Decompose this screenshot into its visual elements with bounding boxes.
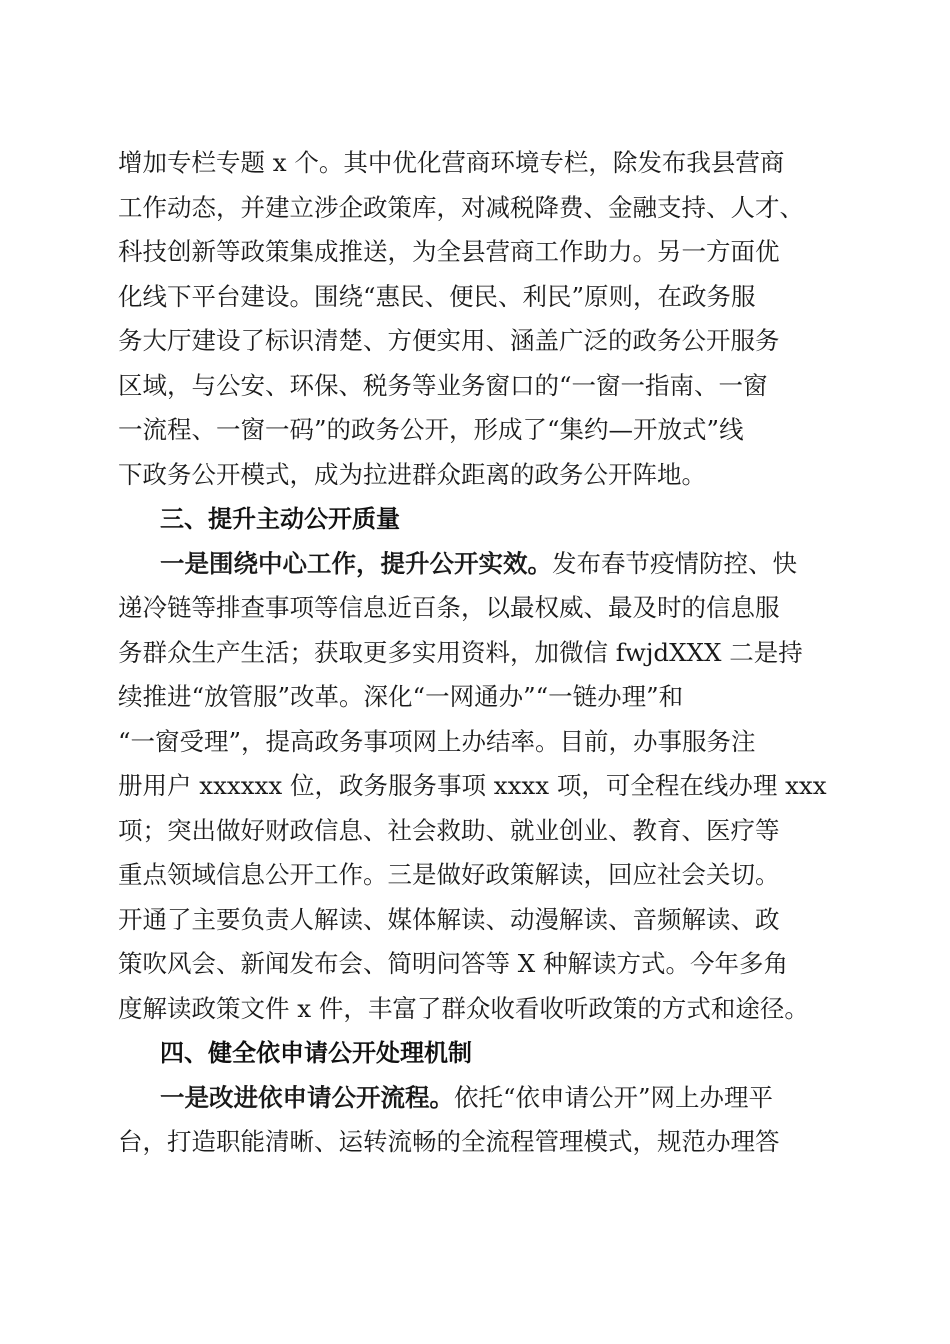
paragraph-first-line — [160, 1083, 832, 1113]
body-text-line: 重点领域信息公开工作。三是做好政策解读，回应社会关切。 — [118, 860, 780, 889]
paragraph-text: 发布春节疫情防控、快 — [552, 549, 797, 578]
paragraph-text: 依托“依申请公开”网上办理平 — [454, 1083, 774, 1112]
body-text-line: 一流程、一窗一码”的政务公开，形成了“集约—开放式”线 — [118, 415, 744, 444]
paragraph-lead: 一是改进依申请公开流程。 — [160, 1083, 454, 1112]
body-text-line: 科技创新等政策集成推送，为全县营商工作助力。另一方面优 — [118, 237, 780, 266]
body-text-line: 递冷链等排查事项等信息近百条，以最权威、最及时的信息服 — [118, 593, 780, 622]
body-text-line: 度解读政策文件 x 件，丰富了群众收看收听政策的方式和途径。 — [118, 994, 809, 1023]
body-text-line: 下政务公开模式，成为拉进群众距离的政务公开阵地。 — [118, 460, 706, 489]
body-text-line: 务群众生产生活；获取更多实用资料，加微信 fwjdXXX 二是持 — [118, 638, 803, 667]
body-text-line: 工作动态，并建立涉企政策库，对减税降费、金融支持、人才、 — [118, 193, 804, 222]
paragraph-first-line — [160, 549, 832, 579]
body-text-line: 项；突出做好财政信息、社会救助、就业创业、教育、医疗等 — [118, 816, 780, 845]
body-text-line: 册用户 xxxxxx 位，政务服务事项 xxxx 项，可全程在线办理 xxx — [118, 771, 827, 800]
body-text-line: 化线下平台建设。围绕“惠民、便民、利民”原则，在政务服 — [118, 282, 756, 311]
body-text-line: 策吹风会、新闻发布会、简明问答等 X 种解读方式。今年多角 — [118, 949, 789, 978]
body-text-line: 增加专栏专题 x 个。其中优化营商环境专栏，除发布我县营商 — [118, 148, 785, 177]
body-text-line: 务大厅建设了标识清楚、方便实用、涵盖广泛的政务公开服务 — [118, 326, 780, 355]
body-text-line: 区域，与公安、环保、税务等业务窗口的“一窗一指南、一窗 — [118, 371, 768, 400]
section-heading: 三、提升主动公开质量 — [160, 505, 400, 533]
body-text-line: 开通了主要负责人解读、媒体解读、动漫解读、音频解读、政 — [118, 905, 780, 934]
paragraph-lead: 一是围绕中心工作，提升公开实效。 — [160, 549, 552, 578]
body-text-line: “一窗受理”，提高政务事项网上办结率。目前，办事服务注 — [118, 727, 756, 756]
body-text-line: 续推进“放管服”改革。深化“一网通办”“一链办理”和 — [118, 682, 684, 711]
body-text-line: 台，打造职能清晰、运转流畅的全流程管理模式，规范办理答 — [118, 1127, 780, 1156]
section-heading: 四、健全依申请公开处理机制 — [160, 1039, 472, 1067]
